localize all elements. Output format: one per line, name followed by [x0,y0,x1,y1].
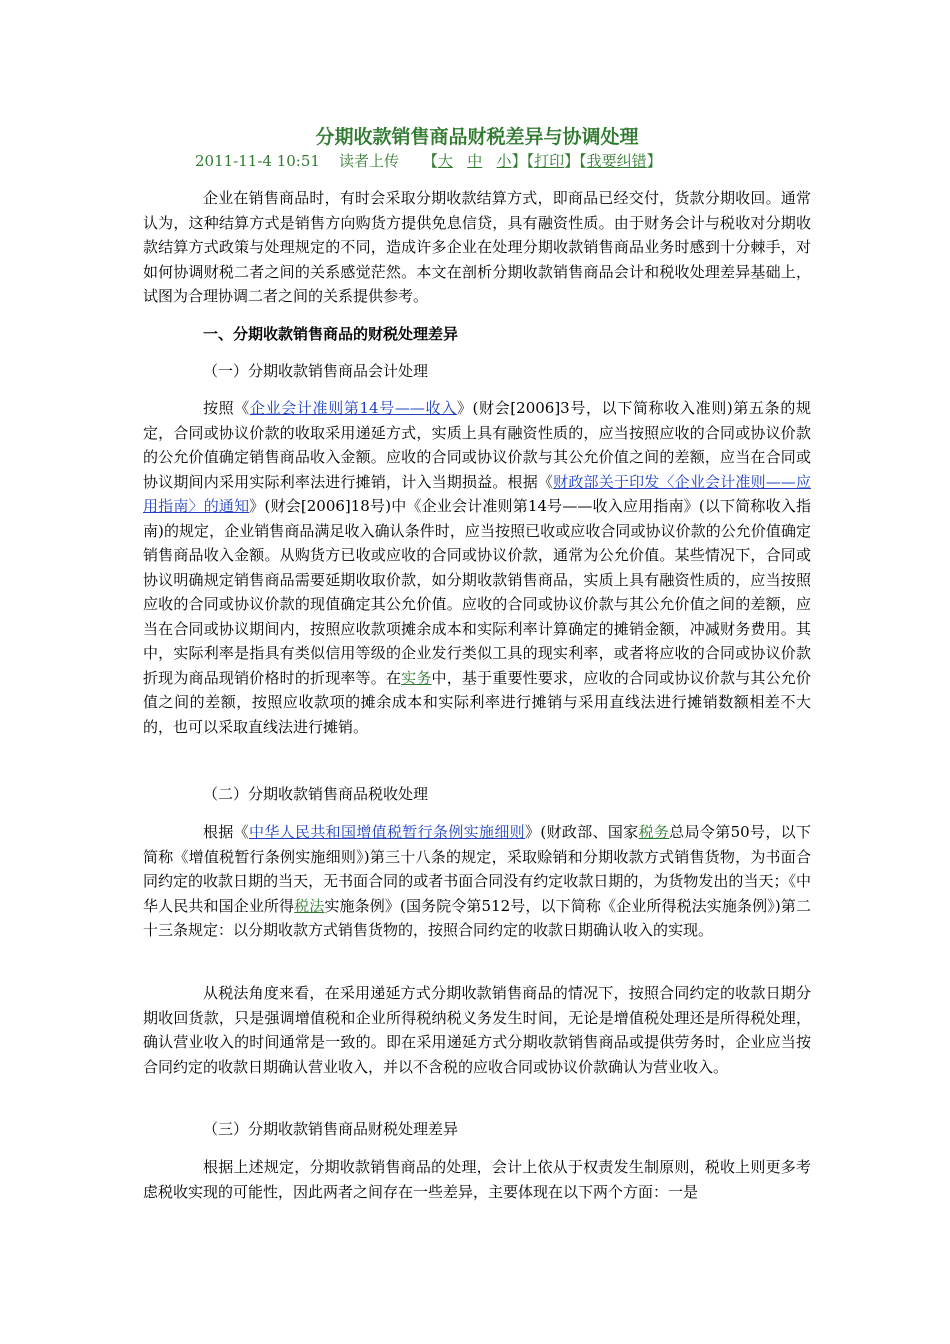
article-title: 分期收款销售商品财税差异与协调处理 [315,126,639,148]
paragraph-tax-perspective: 从税法角度来看，在采用递延方式分期收款销售商品的情况下，按照合同约定的收款日期分期收回货款，只是强调增值税和企业所得税纳税义务发生时间，无论是增值税处理还是所得税处理，确认营业收入的时间通常是一致的。即在采用递延方式分期收款销售商品或提供劳务时，企业应当按合同约定的收款日期确认营业收入，并以不含税的应收合同或协议价款确认为营业收入。 [143,984,811,1076]
link-vat-regulation[interactable]: 中华人民共和国增值税暂行条例实施细则 [249,823,526,841]
subsection-heading-2: （二）分期收款销售商品税收处理 [203,785,429,803]
text-segment: 按照《 [203,399,250,417]
paragraph-intro: 企业在销售商品时，有时会采取分期收款结算方式，即商品已经交付，货款分期收回。通常认为，这种结算方式是销售方向购货方提供免息信贷，具有融资性质。由于财务会计与税收对分期收款结算方式政策与处理规定的不同，造成许多企业在处理分期收款销售商品业务时感到十分棘手，对如何协调财税二者之间的关系感觉茫然。本文在剖析分期收款销售商品会计和税收处理差异基础上，试图为合理协调二者之间的关系提供参考。 [143,189,811,305]
link-practice[interactable]: 实务 [401,668,432,687]
bracket-close: 】 [646,152,662,170]
bracket-open: 【 [422,152,438,170]
link-tax-law[interactable]: 税法 [294,896,325,915]
link-taxation[interactable]: 税务 [638,823,670,841]
font-size-medium-link[interactable]: 中 [467,152,483,170]
text-segment: 》(财会[2006]3号，以下简称收入准则)第五条的规定，合同或协议价款的收取采用递延方式，实质上具有融资性质的，应当按照应收的合同或协议价款的公允价值确定销售商品收入金额。应收的合同或协议价款与其公允价值之间的差额，应当在合同或协议期间内采用实际利率法进行摊销，计入当期损益。根据《 [143,399,811,491]
subsection-heading-1: （一）分期收款销售商品会计处理 [203,362,429,380]
paragraph-tax [143,820,811,943]
link-accounting-standard-14[interactable]: 企业会计准则第14号——收入 [249,399,457,417]
link-ministry-notice[interactable]: 财政部关于印发〈企业会计准则——应用指南〉的通知 [143,472,811,515]
paragraph-accounting [143,396,811,739]
font-size-large-link[interactable]: 大 [437,152,453,170]
section-heading-1: 一、分期收款销售商品的财税处理差异 [203,325,459,343]
text-segment: 》(财政部、国家 [525,823,639,841]
print-link[interactable]: 打印 [534,152,565,170]
text-segment: 》(财会[2006]18号)中《企业会计准则第14号——收入应用指南》(以下简称收入指南)的规定，企业销售商品满足收入确认条件时，应当按照已收或应收合同或协议价款的公允价值确定销售商品收入金额。从购货方已收或应收的合同或协议价款，通常为公允价值。某些情况下，合同或协议明确规定销售商品需要延期收取价款，如分期收款销售商品，实质上具有融资性质的，应当按照应收的合同或协议价款的现值确定其公允价值。应收的合同或协议价款与其公允价值之间的差额，应当在合同或协议期间内，按照应收款项摊余成本和实际利率计算确定的摊销金额，冲减财务费用。其中，实际利率是指具有类似信用等级的企业发行类似工具的现实利率，或者将应收的合同或协议价款折现为商品现销价格时的折现率等。在 [143,497,811,687]
subsection-heading-3: （三）分期收款销售商品财税处理差异 [203,1120,459,1138]
author: 读者上传 [339,152,400,170]
paragraph-differences: 根据上述规定，分期收款销售商品的处理，会计上依从于权责发生制原则，税收上则更多考虑税收实现的可能性，因此两者之间存在一些差异，主要体现在以下两个方面：一是 [143,1158,811,1201]
font-size-small-link[interactable]: 小 [496,152,512,170]
bracket-sep: 】【 [564,152,587,170]
publish-date: 2011-11-4 10:51 [195,152,320,170]
text-segment: 总局令第50号，以下简称《增值税暂行条例实施细则》)第三十八条的规定，采取赊销和分期收款方式销售货物，为书面合同约定的收款日期的当天，无书面合同的或者书面合同没有约定收款日期的，为货物发出的当天；《中华人民共和国企业所得 [143,823,811,915]
text-segment: 实施条例》(国务院令第512号，以下简称《企业所得税法实施条例》)第二十三条规定：以分期收款方式销售货物的，按照合同约定的收款日期确认收入的实现。 [143,896,811,939]
report-error-link[interactable]: 我要纠错 [586,152,647,170]
text-segment: 根据《 [203,823,250,841]
text-segment: 中，基于重要性要求，应收的合同或协议价款与其公允价值之间的差额，按照应收款项的摊余成本和实际利率进行摊销与采用直线法进行摊销数额相差不大的，也可以采取直线法进行摊销。 [143,668,811,736]
article-meta [195,150,662,172]
bracket-sep: 】【 [511,152,535,170]
